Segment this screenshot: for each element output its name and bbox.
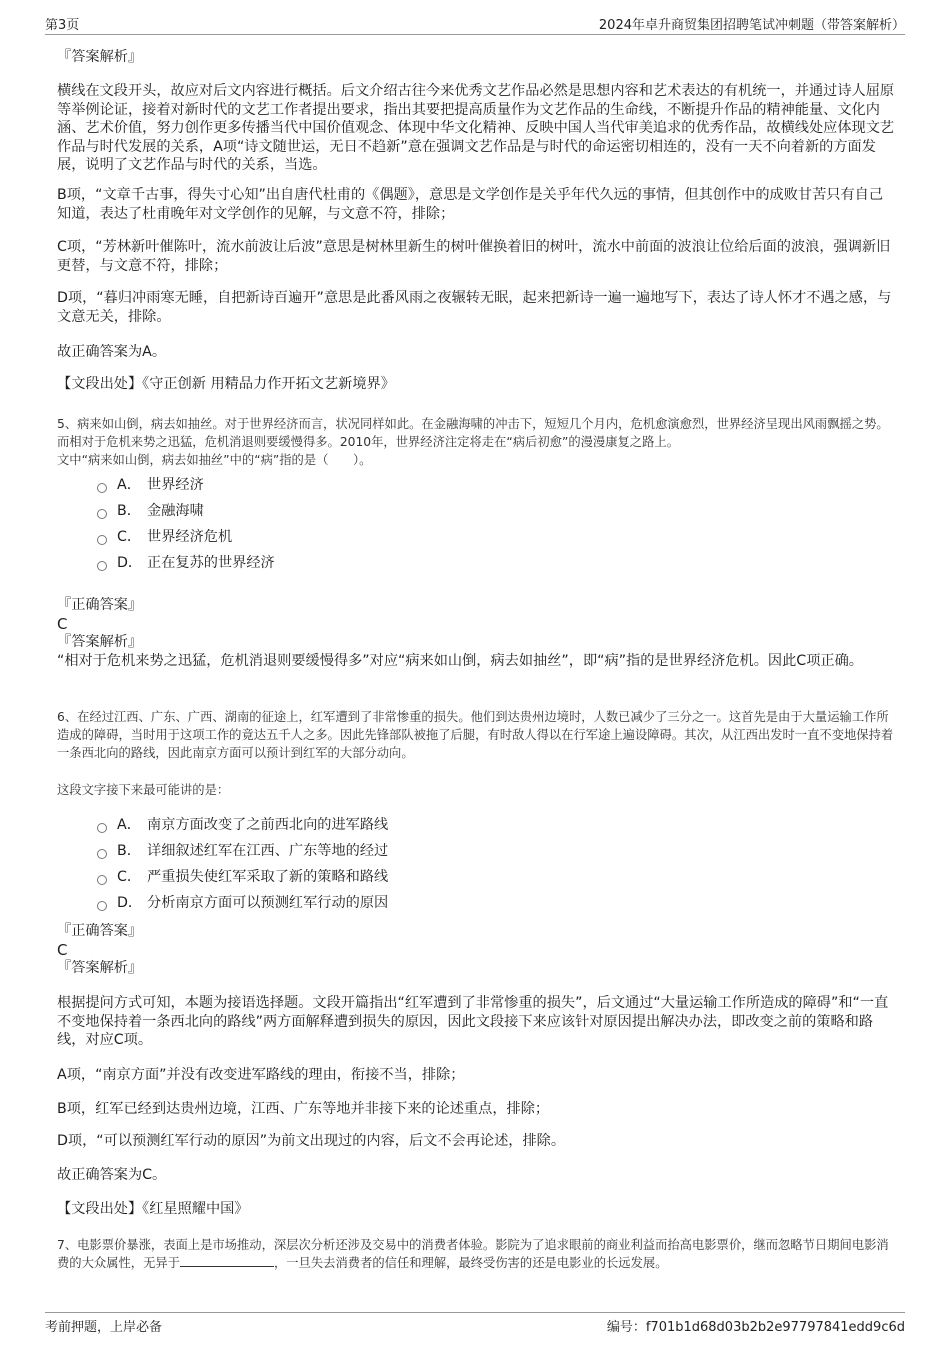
q5-option-c[interactable] — [97, 528, 232, 546]
q6-analysis-para4: D项，“可以预测红军行动的原因”为前文出现过的内容，后文不会再论述，排除。 — [57, 1133, 566, 1149]
option-letter: B． — [117, 843, 141, 859]
q5-stem: 5、病来如山倒，病去如抽丝。对于世界经济而言，状况同样如此。在金融海啸的冲击下，短短几个月内，危机愈演愈烈，世界经济呈现出风雨飘摇之势。而相对于危机来势之迅猛，危机消退则要缓慢得多。2010年，世界经济注定将走在“病后初愈”的漫漫康复之路上。 — [57, 417, 889, 449]
q4-conclusion: 故正确答案为A。 — [57, 344, 167, 360]
q6-stem-block — [57, 708, 897, 762]
q6-option-b[interactable] — [97, 842, 388, 860]
q4-source: 【文段出处】《守正创新 用精品力作开拓文艺新境界》 — [57, 376, 395, 392]
option-letter: A． — [117, 817, 141, 833]
q5-option-d[interactable] — [97, 554, 275, 572]
page-number: 第3页 — [45, 18, 80, 33]
q6-conclusion: 故正确答案为C。 — [57, 1167, 167, 1183]
page-footer — [45, 1312, 905, 1335]
q6-correct-answer: C — [57, 940, 68, 959]
q4-analysis-para4: D项，“暮归冲雨寒无睡，自把新诗百遍开”意思是此番风雨之夜辗转无眠，起来把新诗一遍一遍地写下，表达了诗人怀才不遇之感，与文意无关，排除。 — [57, 290, 892, 325]
q6-question: 这段文字接下来最可能讲的是： — [57, 783, 230, 797]
q6-answer-block — [57, 922, 897, 978]
q6-option-a[interactable] — [97, 816, 388, 834]
q4-analysis-para1: 横线在文段开头，故应对后文内容进行概括。后文介绍古往今来优秀文艺作品必然是思想内容和艺术表达的有机统一，并通过诗人屈原等举例论证，接着对新时代的文艺工作者提出要求，指出其要把提高质量作为文艺作品的生命线，不断提升作品的精神能量、文化内涵、艺术价值，努力创作更多传播当代中国价值观念、体现中华文化精神、反映中国人当代审美追求的优秀作品，故横线处应体现文艺作品与时代发展的关系，A项“诗文随世运，无日不趋新”意在强调文艺作品是与时代的命运密切相连的，没有一天不向着新的方面发展，说明了文艺作品与时代的关系，当选。 — [57, 83, 895, 173]
option-letter: B． — [117, 503, 141, 519]
option-text: 南京方面改变了之前西北向的进军路线 — [147, 817, 389, 833]
q6-correct-label: 『正确答案』 — [57, 923, 143, 939]
radio-icon[interactable] — [97, 823, 107, 833]
q4-analysis-para2-block — [57, 186, 897, 223]
radio-icon[interactable] — [97, 561, 107, 571]
q4-analysis-para2: B项，“文章千古事，得失寸心知”出自唐代杜甫的《偶题》，意思是文学创作是关乎年代久远的事情，但其创作中的成败甘苦只有自己知道，表达了杜甫晚年对文学创作的见解，与文意不符，排除； — [57, 187, 884, 222]
footer-slogan: 考前押题，上岸必备 — [45, 1320, 163, 1335]
option-text: 分析南京方面可以预测红军行动的原因 — [147, 895, 389, 911]
option-letter: C． — [117, 529, 142, 545]
q5-analysis-label: 『答案解析』 — [57, 634, 143, 650]
option-text: 世界经济危机 — [147, 529, 233, 545]
option-text: 正在复苏的世界经济 — [147, 555, 275, 571]
q4-analysis-label: 『答案解析』 — [57, 49, 143, 65]
page-header — [45, 14, 905, 35]
radio-icon[interactable] — [97, 901, 107, 911]
q6-option-d[interactable] — [97, 894, 388, 912]
q5-option-a[interactable] — [97, 476, 204, 494]
option-text: 世界经济 — [147, 477, 204, 493]
radio-icon[interactable] — [97, 875, 107, 885]
q4-analysis-para1-block — [57, 82, 897, 175]
q6-analysis-para2: A项，“南京方面”并没有改变进军路线的理由，衔接不当，排除； — [57, 1067, 465, 1083]
option-text: 严重损失使红军采取了新的策略和路线 — [147, 869, 389, 885]
q5-option-b[interactable] — [97, 502, 204, 520]
q6-question-block — [57, 781, 897, 799]
option-letter: C． — [117, 869, 142, 885]
q5-correct-answer: C — [57, 614, 68, 633]
q4-conclusion-block — [57, 343, 897, 362]
q6-analysis-para3: B项，红军已经到达贵州边境，江西、广东等地并非接下来的论述重点，排除； — [57, 1101, 550, 1117]
document-title: 2024年卓升商贸集团招聘笔试冲刺题（带答案解析） — [598, 18, 905, 33]
q6-source-block — [57, 1200, 897, 1219]
q6-source: 【文段出处】《红星照耀中国》 — [57, 1201, 249, 1217]
q6-analysis-para3-block — [57, 1100, 897, 1119]
q4-analysis-label-block — [57, 48, 897, 67]
radio-icon[interactable] — [97, 483, 107, 493]
q6-stem: 6、在经过江西、广东、广西、湖南的征途上，红军遭到了非常惨重的损失。他们到达贵州边境时，人数已减少了三分之一。这首先是由于大量运输工作所造成的障碍，当时用于这项工作的竟达五千人之多。因此先锋部队被拖了后腿，有时敌人得以在行军途上遍设障碍。其次，从江西出发时一直不变地保持着一条西北向的路线，因此南京方面可以预计到红军的大部分动向。 — [57, 710, 894, 760]
option-letter: A． — [117, 477, 141, 493]
radio-icon[interactable] — [97, 509, 107, 519]
q7-stem-block — [57, 1236, 897, 1272]
q6-analysis-para1-block — [57, 994, 897, 1050]
q5-question: 文中“病来如山倒，病去如抽丝”中的“病”指的是（ ）。 — [57, 453, 372, 467]
q7-stem-before: 7、电影票价暴涨，表面上是市场推动，深层次分析还涉及交易中的消费者体验。影院为了追求眼前的商业利益而抬高电影票价，继而忽略节日期间电影消费的大众属性，无异于 — [57, 1238, 889, 1270]
q4-analysis-para3-block — [57, 238, 897, 275]
q5-analysis: “相对于危机来势之迅猛，危机消退则要缓慢得多”对应“病来如山倒，病去如抽丝”，即“病”指的是世界经济危机。因此C项正确。 — [57, 652, 863, 669]
option-text: 金融海啸 — [147, 503, 204, 519]
q6-analysis-para2-block — [57, 1066, 897, 1085]
q6-option-c[interactable] — [97, 868, 388, 886]
fill-in-blank[interactable] — [180, 1254, 274, 1267]
q6-analysis-label: 『答案解析』 — [57, 960, 143, 976]
document-id: 编号：f701b1d68d03b2b2e97797841edd9c6d — [606, 1320, 905, 1335]
q5-correct-label: 『正确答案』 — [57, 597, 143, 613]
q4-source-block — [57, 375, 897, 394]
q7-stem — [57, 1236, 897, 1272]
q6-conclusion-block — [57, 1166, 897, 1185]
radio-icon[interactable] — [97, 535, 107, 545]
option-text: 详细叙述红军在江西、广东等地的经过 — [147, 843, 389, 859]
q4-analysis-para4-block — [57, 289, 897, 326]
q6-analysis-para1: 根据提问方式可知，本题为接语选择题。文段开篇指出“红军遭到了非常惨重的损失”，后文通过“大量运输工作所造成的障碍”和“一直不变地保持着一条西北向的路线”两方面解释遭到损失的原因，因此文段接下来应该针对原因提出解决办法，即改变之前的策略和路线，对应C项。 — [57, 995, 889, 1048]
q4-analysis-para3: C项，“芳林新叶催陈叶，流水前波让后波”意思是树林里新生的树叶催换着旧的树叶，流水中前面的波浪让位给后面的波浪，强调新旧更替，与文意不符，排除； — [57, 239, 891, 274]
q5-stem-block — [57, 415, 897, 469]
q7-stem-after: ，一旦失去消费者的信任和理解，最终受伤害的还是电影业的长远发展。 — [273, 1256, 668, 1270]
q6-analysis-para4-block — [57, 1132, 897, 1151]
option-letter: D． — [117, 895, 143, 911]
option-letter: D． — [117, 555, 143, 571]
radio-icon[interactable] — [97, 849, 107, 859]
q5-answer-block — [57, 596, 897, 670]
